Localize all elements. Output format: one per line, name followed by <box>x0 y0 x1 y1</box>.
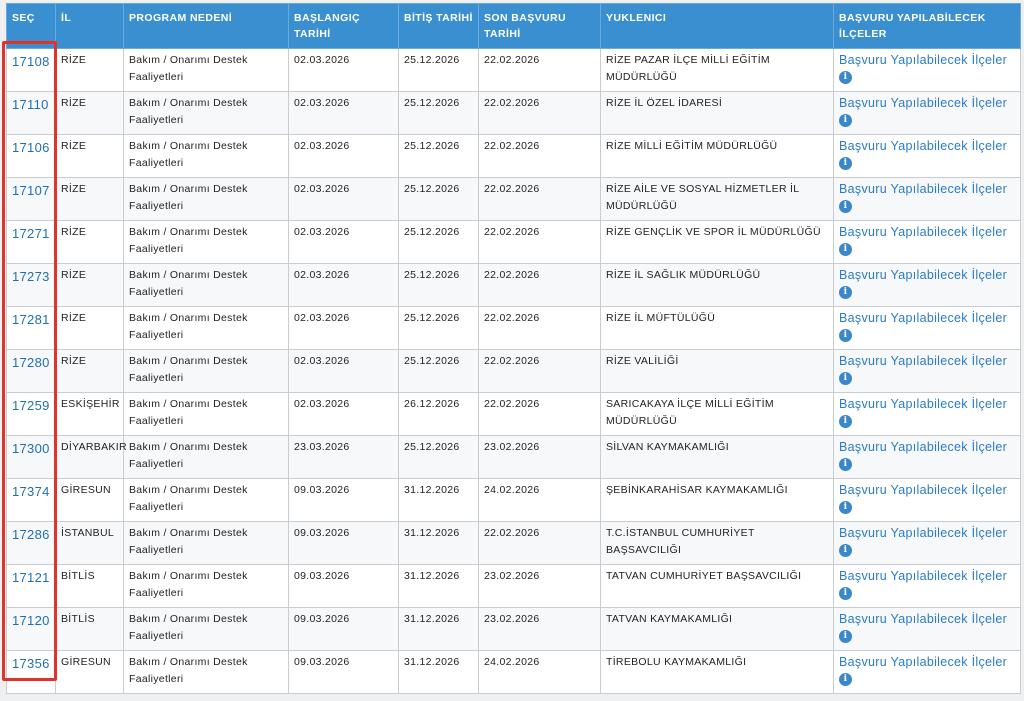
info-icon[interactable]: i <box>839 200 852 213</box>
info-icon[interactable]: i <box>839 243 852 256</box>
table-row <box>7 565 1021 608</box>
contractor-cell: TİREBOLU KAYMAKAMLIĞI <box>601 651 834 694</box>
il-cell: RİZE <box>56 264 124 307</box>
start-date-cell: 02.03.2026 <box>289 49 399 92</box>
il-cell: RİZE <box>56 221 124 264</box>
select-id-link[interactable]: 17121 <box>12 570 50 585</box>
il-cell: RİZE <box>56 135 124 178</box>
sec-cell <box>7 522 56 565</box>
end-date-cell: 25.12.2026 <box>399 178 479 221</box>
start-date-cell: 09.03.2026 <box>289 479 399 522</box>
end-date-cell: 31.12.2026 <box>399 608 479 651</box>
table-row <box>7 49 1021 92</box>
districts-cell <box>834 178 1021 221</box>
districts-link[interactable]: Başvuru Yapılabilecek İlçeler <box>839 354 1008 368</box>
sec-cell <box>7 393 56 436</box>
districts-link[interactable]: Başvuru Yapılabilecek İlçeler <box>839 569 1008 583</box>
contractor-cell: RİZE PAZAR İLÇE MİLLİ EĞİTİM MÜDÜRLÜĞÜ <box>601 49 834 92</box>
info-icon[interactable]: i <box>839 630 852 643</box>
contractor-cell: SİLVAN KAYMAKAMLIĞI <box>601 436 834 479</box>
select-id-link[interactable]: 17107 <box>12 183 50 198</box>
header-sec: SEÇ <box>7 4 56 49</box>
table-row <box>7 608 1021 651</box>
districts-link[interactable]: Başvuru Yapılabilecek İlçeler <box>839 139 1008 153</box>
end-date-cell: 25.12.2026 <box>399 221 479 264</box>
districts-cell <box>834 350 1021 393</box>
districts-cell <box>834 479 1021 522</box>
program-cell: Bakım / Onarımı Destek Faaliyetleri <box>124 393 289 436</box>
contractor-cell: SARICAKAYA İLÇE MİLLİ EĞİTİM MÜDÜRLÜĞÜ <box>601 393 834 436</box>
info-icon[interactable]: i <box>839 544 852 557</box>
header-il: İL <box>56 4 124 49</box>
select-id-link[interactable]: 17300 <box>12 441 50 456</box>
support-program-table <box>6 3 1021 694</box>
info-icon[interactable]: i <box>839 458 852 471</box>
program-cell: Bakım / Onarımı Destek Faaliyetleri <box>124 479 289 522</box>
program-cell: Bakım / Onarımı Destek Faaliyetleri <box>124 92 289 135</box>
program-cell: Bakım / Onarımı Destek Faaliyetleri <box>124 307 289 350</box>
info-icon[interactable]: i <box>839 329 852 342</box>
contractor-cell: ŞEBİNKARAHİSAR KAYMAKAMLIĞI <box>601 479 834 522</box>
program-cell: Bakım / Onarımı Destek Faaliyetleri <box>124 178 289 221</box>
info-icon[interactable]: i <box>839 372 852 385</box>
deadline-cell: 22.02.2026 <box>479 178 601 221</box>
districts-cell <box>834 565 1021 608</box>
sec-cell <box>7 49 56 92</box>
end-date-cell: 26.12.2026 <box>399 393 479 436</box>
districts-cell <box>834 49 1021 92</box>
sec-cell <box>7 178 56 221</box>
program-cell: Bakım / Onarımı Destek Faaliyetleri <box>124 608 289 651</box>
deadline-cell: 22.02.2026 <box>479 350 601 393</box>
header-baslangic: BAŞLANGIÇ TARİHİ <box>289 4 399 49</box>
sec-cell <box>7 608 56 651</box>
districts-cell <box>834 135 1021 178</box>
start-date-cell: 02.03.2026 <box>289 264 399 307</box>
il-cell: RİZE <box>56 49 124 92</box>
info-icon[interactable]: i <box>839 114 852 127</box>
end-date-cell: 31.12.2026 <box>399 522 479 565</box>
sec-cell <box>7 307 56 350</box>
info-icon[interactable]: i <box>839 415 852 428</box>
program-cell: Bakım / Onarımı Destek Faaliyetleri <box>124 565 289 608</box>
districts-cell <box>834 393 1021 436</box>
contractor-cell: RİZE İL ÖZEL İDARESİ <box>601 92 834 135</box>
sec-cell <box>7 479 56 522</box>
end-date-cell: 25.12.2026 <box>399 135 479 178</box>
deadline-cell: 22.02.2026 <box>479 307 601 350</box>
program-cell: Bakım / Onarımı Destek Faaliyetleri <box>124 221 289 264</box>
program-cell: Bakım / Onarımı Destek Faaliyetleri <box>124 522 289 565</box>
deadline-cell: 22.02.2026 <box>479 92 601 135</box>
table-container <box>6 3 1020 694</box>
contractor-cell: RİZE VALİLİĞİ <box>601 350 834 393</box>
deadline-cell: 23.02.2026 <box>479 608 601 651</box>
districts-cell <box>834 522 1021 565</box>
select-id-link[interactable]: 17271 <box>12 226 50 241</box>
deadline-cell: 22.02.2026 <box>479 49 601 92</box>
end-date-cell: 25.12.2026 <box>399 350 479 393</box>
header-program: PROGRAM NEDENİ <box>124 4 289 49</box>
deadline-cell: 22.02.2026 <box>479 522 601 565</box>
districts-cell <box>834 221 1021 264</box>
start-date-cell: 02.03.2026 <box>289 135 399 178</box>
end-date-cell: 31.12.2026 <box>399 565 479 608</box>
deadline-cell: 23.02.2026 <box>479 436 601 479</box>
start-date-cell: 02.03.2026 <box>289 92 399 135</box>
contractor-cell: TATVAN KAYMAKAMLIĞI <box>601 608 834 651</box>
contractor-cell: RİZE MİLLİ EĞİTİM MÜDÜRLÜĞÜ <box>601 135 834 178</box>
table-row <box>7 178 1021 221</box>
table-row <box>7 651 1021 694</box>
select-id-link[interactable]: 17273 <box>12 269 50 284</box>
table-row <box>7 264 1021 307</box>
start-date-cell: 02.03.2026 <box>289 178 399 221</box>
sec-cell <box>7 436 56 479</box>
contractor-cell: RİZE İL SAĞLIK MÜDÜRLÜĞÜ <box>601 264 834 307</box>
header-ilceler: BAŞVURU YAPILABİLECEK İLÇELER <box>834 4 1021 49</box>
districts-link[interactable]: Başvuru Yapılabilecek İlçeler <box>839 612 1008 626</box>
table-header <box>7 4 1021 49</box>
sec-cell <box>7 135 56 178</box>
start-date-cell: 02.03.2026 <box>289 350 399 393</box>
il-cell: RİZE <box>56 92 124 135</box>
info-icon[interactable]: i <box>839 587 852 600</box>
start-date-cell: 09.03.2026 <box>289 565 399 608</box>
program-cell: Bakım / Onarımı Destek Faaliyetleri <box>124 135 289 178</box>
header-son-basvuru: SON BAŞVURU TARİHİ <box>479 4 601 49</box>
districts-link[interactable]: Başvuru Yapılabilecek İlçeler <box>839 96 1008 110</box>
table-row <box>7 135 1021 178</box>
program-cell: Bakım / Onarımı Destek Faaliyetleri <box>124 436 289 479</box>
sec-cell <box>7 565 56 608</box>
deadline-cell: 23.02.2026 <box>479 565 601 608</box>
select-id-link[interactable]: 17356 <box>12 656 50 671</box>
table-body <box>7 49 1021 694</box>
end-date-cell: 25.12.2026 <box>399 92 479 135</box>
header-yuklenici: YUKLENICI <box>601 4 834 49</box>
districts-cell <box>834 307 1021 350</box>
districts-link[interactable]: Başvuru Yapılabilecek İlçeler <box>839 225 1008 239</box>
il-cell: RİZE <box>56 307 124 350</box>
table-row <box>7 436 1021 479</box>
deadline-cell: 22.02.2026 <box>479 221 601 264</box>
il-cell: GİRESUN <box>56 651 124 694</box>
select-id-link[interactable]: 17259 <box>12 398 50 413</box>
end-date-cell: 25.12.2026 <box>399 49 479 92</box>
districts-cell <box>834 264 1021 307</box>
end-date-cell: 25.12.2026 <box>399 264 479 307</box>
contractor-cell: RİZE AİLE VE SOSYAL HİZMETLER İL MÜDÜRLÜĞÜ <box>601 178 834 221</box>
start-date-cell: 23.03.2026 <box>289 436 399 479</box>
sec-cell <box>7 651 56 694</box>
start-date-cell: 02.03.2026 <box>289 307 399 350</box>
header-row <box>7 4 1021 49</box>
sec-cell <box>7 92 56 135</box>
il-cell: RİZE <box>56 178 124 221</box>
select-id-link[interactable]: 17108 <box>12 54 50 69</box>
sec-cell <box>7 221 56 264</box>
select-id-link[interactable]: 17286 <box>12 527 50 542</box>
end-date-cell: 31.12.2026 <box>399 479 479 522</box>
districts-link[interactable]: Başvuru Yapılabilecek İlçeler <box>839 526 1008 540</box>
program-cell: Bakım / Onarımı Destek Faaliyetleri <box>124 350 289 393</box>
start-date-cell: 09.03.2026 <box>289 608 399 651</box>
sec-cell <box>7 264 56 307</box>
sec-cell <box>7 350 56 393</box>
il-cell: RİZE <box>56 350 124 393</box>
table-row <box>7 522 1021 565</box>
districts-link[interactable]: Başvuru Yapılabilecek İlçeler <box>839 655 1008 669</box>
deadline-cell: 24.02.2026 <box>479 651 601 694</box>
deadline-cell: 22.02.2026 <box>479 135 601 178</box>
end-date-cell: 31.12.2026 <box>399 651 479 694</box>
table-row <box>7 350 1021 393</box>
deadline-cell: 22.02.2026 <box>479 393 601 436</box>
select-id-link[interactable]: 17281 <box>12 312 50 327</box>
contractor-cell: T.C.İSTANBUL CUMHURİYET BAŞSAVCILIĞI <box>601 522 834 565</box>
districts-cell <box>834 608 1021 651</box>
table-row <box>7 479 1021 522</box>
program-cell: Bakım / Onarımı Destek Faaliyetleri <box>124 651 289 694</box>
select-id-link[interactable]: 17374 <box>12 484 50 499</box>
deadline-cell: 22.02.2026 <box>479 264 601 307</box>
districts-cell <box>834 436 1021 479</box>
il-cell: ESKİŞEHİR <box>56 393 124 436</box>
districts-link[interactable]: Başvuru Yapılabilecek İlçeler <box>839 268 1008 282</box>
select-id-link[interactable]: 17120 <box>12 613 50 628</box>
start-date-cell: 09.03.2026 <box>289 522 399 565</box>
il-cell: İSTANBUL <box>56 522 124 565</box>
contractor-cell: RİZE İL MÜFTÜLÜĞÜ <box>601 307 834 350</box>
header-bitis: BİTİŞ TARİHİ <box>399 4 479 49</box>
contractor-cell: RİZE GENÇLİK VE SPOR İL MÜDÜRLÜĞÜ <box>601 221 834 264</box>
deadline-cell: 24.02.2026 <box>479 479 601 522</box>
program-cell: Bakım / Onarımı Destek Faaliyetleri <box>124 264 289 307</box>
table-row <box>7 221 1021 264</box>
il-cell: BİTLİS <box>56 565 124 608</box>
table-row <box>7 307 1021 350</box>
program-cell: Bakım / Onarımı Destek Faaliyetleri <box>124 49 289 92</box>
info-icon[interactable]: i <box>839 673 852 686</box>
info-icon[interactable]: i <box>839 286 852 299</box>
il-cell: DİYARBAKIR <box>56 436 124 479</box>
contractor-cell: TATVAN CUMHURİYET BAŞSAVCILIĞI <box>601 565 834 608</box>
districts-cell <box>834 92 1021 135</box>
info-icon[interactable]: i <box>839 501 852 514</box>
select-id-link[interactable]: 17110 <box>12 97 49 112</box>
districts-cell <box>834 651 1021 694</box>
districts-link[interactable]: Başvuru Yapılabilecek İlçeler <box>839 53 1008 67</box>
start-date-cell: 09.03.2026 <box>289 651 399 694</box>
districts-link[interactable]: Başvuru Yapılabilecek İlçeler <box>839 483 1008 497</box>
select-id-link[interactable]: 17106 <box>12 140 50 155</box>
select-id-link[interactable]: 17280 <box>12 355 50 370</box>
end-date-cell: 25.12.2026 <box>399 436 479 479</box>
districts-link[interactable]: Başvuru Yapılabilecek İlçeler <box>839 440 1008 454</box>
districts-link[interactable]: Başvuru Yapılabilecek İlçeler <box>839 182 1008 196</box>
start-date-cell: 02.03.2026 <box>289 221 399 264</box>
start-date-cell: 02.03.2026 <box>289 393 399 436</box>
info-icon[interactable]: i <box>839 157 852 170</box>
info-icon[interactable]: i <box>839 71 852 84</box>
districts-link[interactable]: Başvuru Yapılabilecek İlçeler <box>839 397 1008 411</box>
end-date-cell: 25.12.2026 <box>399 307 479 350</box>
il-cell: BİTLİS <box>56 608 124 651</box>
table-row <box>7 92 1021 135</box>
districts-link[interactable]: Başvuru Yapılabilecek İlçeler <box>839 311 1008 325</box>
il-cell: GİRESUN <box>56 479 124 522</box>
table-row <box>7 393 1021 436</box>
